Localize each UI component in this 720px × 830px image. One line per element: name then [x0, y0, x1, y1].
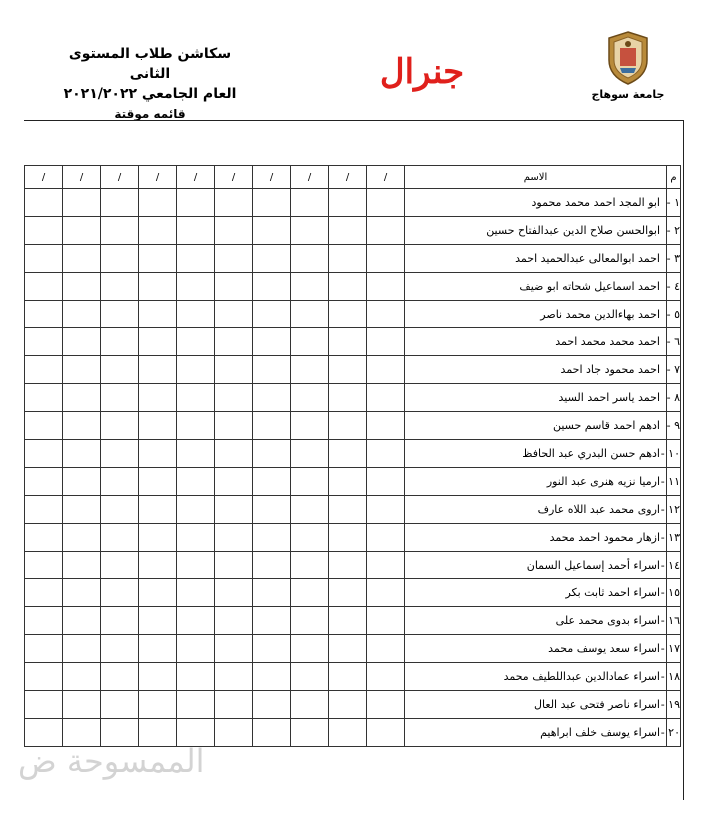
attendance-cell	[139, 272, 177, 300]
attendance-cell	[25, 328, 63, 356]
row-number: ٤ -	[667, 272, 681, 300]
attendance-cell	[291, 635, 329, 663]
attendance-cell	[63, 356, 101, 384]
attendance-cell	[63, 495, 101, 523]
attendance-cell	[253, 467, 291, 495]
attendance-cell	[329, 663, 367, 691]
attendance-cell	[63, 579, 101, 607]
attendance-cell	[101, 244, 139, 272]
student-name: اسراء عمادالدين عبداللطيف محمد	[405, 663, 667, 691]
attendance-cell	[63, 216, 101, 244]
attendance-cell	[291, 356, 329, 384]
student-name: اسراء بدوى محمد على	[405, 607, 667, 635]
attendance-cell	[253, 635, 291, 663]
attendance-cell	[63, 607, 101, 635]
attendance-cell	[367, 551, 405, 579]
attendance-cell	[291, 579, 329, 607]
attendance-cell	[291, 384, 329, 412]
attendance-cell	[215, 244, 253, 272]
attendance-cell	[329, 440, 367, 468]
attendance-cell	[101, 635, 139, 663]
attendance-cell	[215, 523, 253, 551]
attendance-cell	[139, 495, 177, 523]
slot-header-cell: /	[253, 166, 291, 189]
table-row	[25, 384, 681, 412]
attendance-cell	[291, 189, 329, 217]
attendance-cell	[101, 412, 139, 440]
attendance-cell	[101, 495, 139, 523]
slot-header-cell: /	[367, 166, 405, 189]
row-number: ١١ -	[667, 467, 681, 495]
attendance-cell	[25, 551, 63, 579]
table-row	[25, 607, 681, 635]
attendance-cell	[253, 300, 291, 328]
attendance-cell	[329, 300, 367, 328]
header-block	[50, 44, 250, 124]
table-row	[25, 467, 681, 495]
attendance-cell	[291, 244, 329, 272]
table-row	[25, 244, 681, 272]
row-number: ٢٠ -	[667, 718, 681, 746]
attendance-cell	[367, 189, 405, 217]
student-name: اسراء يوسف خلف ابراهيم	[405, 718, 667, 746]
row-number: ١٣ -	[667, 523, 681, 551]
student-name: اسراء ناصر فتحى عبد العال	[405, 691, 667, 719]
attendance-cell	[25, 523, 63, 551]
header-line-year: العام الجامعي ٢٠٢١/٢٠٢٢	[63, 86, 237, 102]
attendance-cell	[101, 384, 139, 412]
attendance-cell	[329, 523, 367, 551]
attendance-cell	[177, 579, 215, 607]
attendance-cell	[367, 384, 405, 412]
table-row	[25, 412, 681, 440]
attendance-cell	[253, 663, 291, 691]
attendance-cell	[253, 328, 291, 356]
attendance-cell	[253, 356, 291, 384]
attendance-cell	[367, 607, 405, 635]
row-number: ١٨ -	[667, 663, 681, 691]
attendance-cell	[215, 718, 253, 746]
attendance-cell	[63, 328, 101, 356]
attendance-cell	[101, 691, 139, 719]
attendance-cell	[177, 467, 215, 495]
table-row	[25, 691, 681, 719]
attendance-cell	[215, 356, 253, 384]
attendance-cell	[139, 467, 177, 495]
attendance-cell	[291, 467, 329, 495]
row-number: ١٥ -	[667, 579, 681, 607]
attendance-cell	[329, 579, 367, 607]
attendance-cell	[101, 523, 139, 551]
attendance-cell	[291, 718, 329, 746]
attendance-cell	[329, 328, 367, 356]
attendance-cell	[177, 691, 215, 719]
attendance-cell	[63, 663, 101, 691]
attendance-cell	[63, 272, 101, 300]
header-line-list: قائمه موقتة	[114, 107, 186, 121]
attendance-cell	[177, 300, 215, 328]
slot-header-cell: /	[177, 166, 215, 189]
attendance-cell	[253, 440, 291, 468]
table-row	[25, 189, 681, 217]
attendance-cell	[63, 300, 101, 328]
attendance-cell	[139, 691, 177, 719]
attendance-cell	[329, 607, 367, 635]
attendance-cell	[253, 718, 291, 746]
row-number: ٣ -	[667, 244, 681, 272]
attendance-cell	[329, 272, 367, 300]
attendance-cell	[139, 663, 177, 691]
attendance-cell	[367, 495, 405, 523]
student-name: ابوالحسن صلاح الدين عبدالفتاح حسين	[405, 216, 667, 244]
attendance-cell	[139, 579, 177, 607]
student-name: اسراء أحمد إسماعيل السمان	[405, 551, 667, 579]
attendance-cell	[291, 216, 329, 244]
attendance-cell	[177, 216, 215, 244]
attendance-cell	[63, 189, 101, 217]
university-logo-icon	[605, 30, 651, 86]
attendance-cell	[367, 635, 405, 663]
attendance-cell	[177, 607, 215, 635]
table-row	[25, 523, 681, 551]
attendance-cell	[63, 440, 101, 468]
row-number: ٢ -	[667, 216, 681, 244]
row-number: ١٧ -	[667, 635, 681, 663]
attendance-cell	[101, 467, 139, 495]
attendance-cell	[253, 495, 291, 523]
attendance-cell	[101, 440, 139, 468]
attendance-cell	[139, 412, 177, 440]
attendance-cell	[177, 663, 215, 691]
student-name: اروى محمد عبد اللاه عارف	[405, 495, 667, 523]
number-column-header: م	[667, 166, 681, 189]
student-name: ابو المجد احمد محمد محمود	[405, 189, 667, 217]
attendance-cell	[25, 495, 63, 523]
attendance-cell	[139, 300, 177, 328]
row-number: ١٢ -	[667, 495, 681, 523]
attendance-cell	[101, 579, 139, 607]
attendance-cell	[215, 272, 253, 300]
row-number: ١ -	[667, 189, 681, 217]
attendance-cell	[215, 607, 253, 635]
row-number: ٩ -	[667, 412, 681, 440]
attendance-cell	[177, 635, 215, 663]
university-name: جامعة سوهاج	[591, 88, 665, 101]
attendance-cell	[25, 300, 63, 328]
row-number: ١٠ -	[667, 440, 681, 468]
attendance-cell	[139, 384, 177, 412]
attendance-cell	[291, 272, 329, 300]
student-name: ارميا نزيه هنرى عبد النور	[405, 467, 667, 495]
attendance-cell	[139, 189, 177, 217]
attendance-cell	[291, 412, 329, 440]
attendance-cell	[253, 272, 291, 300]
row-number: ٥ -	[667, 300, 681, 328]
student-name: احمد محمد محمد احمد	[405, 328, 667, 356]
attendance-cell	[367, 412, 405, 440]
attendance-cell	[25, 663, 63, 691]
attendance-cell	[139, 523, 177, 551]
table-row	[25, 579, 681, 607]
attendance-cell	[63, 635, 101, 663]
attendance-cell	[291, 607, 329, 635]
attendance-cell	[215, 691, 253, 719]
slot-header-cell: /	[25, 166, 63, 189]
slot-header-cell: /	[101, 166, 139, 189]
attendance-cell	[329, 635, 367, 663]
attendance-cell	[367, 718, 405, 746]
attendance-cell	[25, 579, 63, 607]
attendance-cell	[291, 495, 329, 523]
attendance-cell	[253, 579, 291, 607]
attendance-cell	[101, 216, 139, 244]
attendance-cell	[215, 216, 253, 244]
attendance-cell	[25, 607, 63, 635]
attendance-cell	[139, 440, 177, 468]
slot-header-cell: /	[139, 166, 177, 189]
attendance-cell	[101, 356, 139, 384]
slot-header-cell: /	[215, 166, 253, 189]
attendance-cell	[367, 467, 405, 495]
watermark: الممسوحة ض	[18, 742, 205, 780]
attendance-cell	[329, 244, 367, 272]
attendance-cell	[215, 635, 253, 663]
student-name: اسراء سعد يوسف محمد	[405, 635, 667, 663]
attendance-cell	[177, 272, 215, 300]
attendance-cell	[367, 663, 405, 691]
table-row	[25, 663, 681, 691]
header-divider	[24, 120, 684, 121]
attendance-cell	[291, 300, 329, 328]
attendance-cell	[367, 523, 405, 551]
attendance-cell	[253, 244, 291, 272]
attendance-cell	[329, 551, 367, 579]
page-frame-right	[683, 120, 684, 800]
student-name: احمد ابوالمعالى عبدالحميد احمد	[405, 244, 667, 272]
header-line-level: سكاشن طلاب المستوى الثانى	[68, 46, 232, 82]
attendance-cell	[25, 384, 63, 412]
table-row	[25, 272, 681, 300]
student-name: اسراء احمد ثابت بكر	[405, 579, 667, 607]
table-row	[25, 495, 681, 523]
student-name: ازهار محمود احمد محمد	[405, 523, 667, 551]
attendance-cell	[215, 440, 253, 468]
attendance-cell	[177, 384, 215, 412]
attendance-cell	[329, 691, 367, 719]
slot-header-cell: /	[63, 166, 101, 189]
attendance-cell	[253, 189, 291, 217]
attendance-cell	[101, 272, 139, 300]
attendance-cell	[63, 384, 101, 412]
attendance-cell	[215, 189, 253, 217]
attendance-cell	[25, 691, 63, 719]
attendance-cell	[215, 579, 253, 607]
attendance-cell	[329, 384, 367, 412]
student-name: احمد بهاءالدين محمد ناصر	[405, 300, 667, 328]
attendance-cell	[253, 607, 291, 635]
attendance-cell	[291, 691, 329, 719]
attendance-cell	[101, 300, 139, 328]
attendance-cell	[329, 495, 367, 523]
attendance-cell	[139, 244, 177, 272]
table-row	[25, 551, 681, 579]
attendance-cell	[367, 691, 405, 719]
attendance-cell	[139, 635, 177, 663]
attendance-cell	[215, 300, 253, 328]
table-header-row	[25, 166, 681, 189]
attendance-cell	[215, 384, 253, 412]
attendance-cell	[253, 523, 291, 551]
attendance-cell	[367, 216, 405, 244]
attendance-cell	[25, 412, 63, 440]
attendance-cell	[63, 691, 101, 719]
attendance-cell	[63, 244, 101, 272]
attendance-table	[24, 165, 681, 747]
attendance-cell	[139, 607, 177, 635]
attendance-cell	[63, 467, 101, 495]
table-row	[25, 300, 681, 328]
attendance-cell	[177, 495, 215, 523]
attendance-cell	[139, 356, 177, 384]
table-row	[25, 635, 681, 663]
table-row	[25, 216, 681, 244]
attendance-cell	[367, 440, 405, 468]
student-name: احمد ياسر احمد السيد	[405, 384, 667, 412]
attendance-cell	[253, 691, 291, 719]
attendance-cell	[329, 718, 367, 746]
attendance-cell	[25, 272, 63, 300]
attendance-cell	[101, 189, 139, 217]
slot-header-cell: /	[329, 166, 367, 189]
attendance-cell	[25, 467, 63, 495]
attendance-cell	[63, 551, 101, 579]
table-row	[25, 328, 681, 356]
student-name: احمد محمود جاد احمد	[405, 356, 667, 384]
attendance-cell	[253, 384, 291, 412]
document-title: جنرال	[379, 52, 465, 92]
row-number: ٦ -	[667, 328, 681, 356]
slot-header-cell: /	[291, 166, 329, 189]
attendance-cell	[367, 300, 405, 328]
attendance-cell	[215, 328, 253, 356]
attendance-cell	[177, 551, 215, 579]
attendance-cell	[139, 551, 177, 579]
attendance-cell	[177, 189, 215, 217]
attendance-cell	[367, 244, 405, 272]
student-name: ادهم احمد قاسم حسين	[405, 412, 667, 440]
attendance-cell	[101, 607, 139, 635]
attendance-cell	[215, 412, 253, 440]
attendance-cell	[367, 328, 405, 356]
name-column-header: الاسم	[405, 166, 667, 189]
attendance-cell	[101, 551, 139, 579]
attendance-cell	[253, 412, 291, 440]
attendance-cell	[291, 328, 329, 356]
table-row	[25, 440, 681, 468]
attendance-cell	[291, 523, 329, 551]
attendance-cell	[215, 467, 253, 495]
attendance-cell	[177, 356, 215, 384]
attendance-cell	[329, 356, 367, 384]
attendance-cell	[63, 412, 101, 440]
row-number: ١٦ -	[667, 607, 681, 635]
attendance-cell	[177, 412, 215, 440]
attendance-cell	[215, 495, 253, 523]
student-name: احمد اسماعيل شحاته ابو ضيف	[405, 272, 667, 300]
attendance-cell	[367, 579, 405, 607]
attendance-cell	[177, 244, 215, 272]
attendance-cell	[253, 216, 291, 244]
attendance-cell	[101, 328, 139, 356]
attendance-cell	[177, 523, 215, 551]
row-number: ١٩ -	[667, 691, 681, 719]
attendance-cell	[291, 663, 329, 691]
attendance-cell	[253, 551, 291, 579]
row-number: ٧ -	[667, 356, 681, 384]
attendance-cell	[291, 551, 329, 579]
attendance-cell	[25, 356, 63, 384]
attendance-cell	[177, 328, 215, 356]
attendance-cell	[25, 244, 63, 272]
attendance-cell	[101, 663, 139, 691]
attendance-cell	[291, 440, 329, 468]
attendance-cell	[139, 216, 177, 244]
attendance-cell	[25, 440, 63, 468]
table-row	[25, 356, 681, 384]
attendance-cell	[329, 216, 367, 244]
attendance-cell	[177, 440, 215, 468]
attendance-cell	[367, 356, 405, 384]
attendance-cell	[63, 523, 101, 551]
attendance-cell	[215, 551, 253, 579]
attendance-cell	[139, 328, 177, 356]
attendance-cell	[367, 272, 405, 300]
student-name: ادهم حسن البدري عبد الحافظ	[405, 440, 667, 468]
attendance-cell	[215, 663, 253, 691]
row-number: ١٤ -	[667, 551, 681, 579]
attendance-cell	[329, 467, 367, 495]
attendance-cell	[329, 189, 367, 217]
attendance-cell	[25, 216, 63, 244]
row-number: ٨ -	[667, 384, 681, 412]
attendance-cell	[329, 412, 367, 440]
attendance-cell	[25, 635, 63, 663]
attendance-cell	[25, 189, 63, 217]
